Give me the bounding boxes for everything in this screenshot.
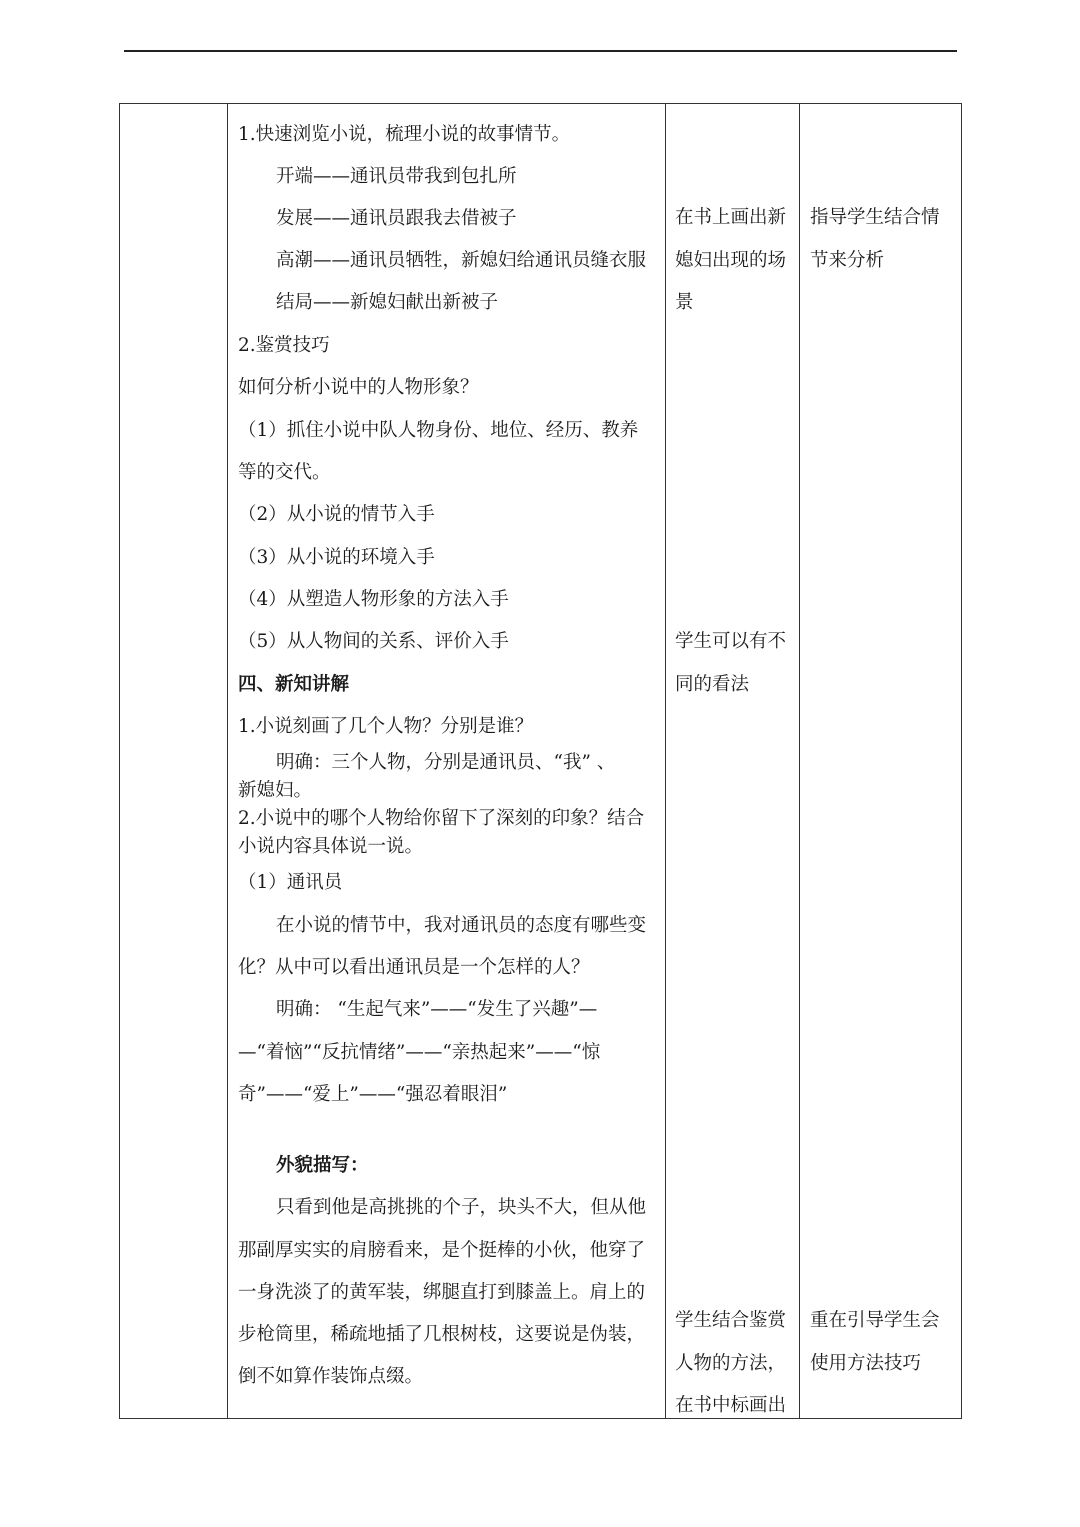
intent-line: 使用方法技巧 [810, 1353, 922, 1374]
content-line: 明确：三个人物，分别是通讯员、“我” 、 [276, 752, 616, 773]
content-line: 结局——新媳妇献出新被子 [276, 292, 499, 313]
intent-line: 指导学生结合情 [810, 207, 940, 228]
content-line: 四、新知讲解 [238, 674, 350, 695]
content-line: 1.小说刻画了几个人物？分别是谁？ [238, 716, 534, 737]
activity-line: 景 [675, 292, 694, 313]
content-line: （3）从小说的环境入手 [238, 547, 435, 568]
content-line: 2.鉴赏技巧 [238, 335, 330, 356]
content-line: 在小说的情节中，我对通讯员的态度有哪些变 [276, 915, 647, 936]
content-line: 奇”——“爱上”——“强忍着眼泪” [238, 1084, 508, 1105]
content-line: （4）从塑造人物形象的方法入手 [238, 589, 509, 610]
content-line: （1）通讯员 [238, 872, 343, 893]
content-line: 那副厚实实的肩膀看来，是个挺棒的小伙，他穿了 [238, 1240, 646, 1261]
lesson-table [119, 103, 962, 1419]
content-line: 化？从中可以看出通讯员是一个怎样的人？ [238, 957, 590, 978]
activity-line: 在书上画出新 [675, 207, 787, 228]
content-line: 2.小说中的哪个人物给你留下了深刻的印象？结合 [238, 808, 645, 829]
content-line: 明确： “生起气来”——“发生了兴趣”— [276, 999, 598, 1020]
content-line: （2）从小说的情节入手 [238, 504, 435, 525]
content-line: （5）从人物间的关系、评价入手 [238, 631, 509, 652]
activity-line: 人物的方法， [675, 1353, 787, 1374]
activity-line: 学生结合鉴赏 [675, 1310, 787, 1331]
column-divider [799, 104, 800, 1418]
column-divider [227, 104, 228, 1418]
content-line: （1）抓住小说中队人物身份、地位、经历、教养 [238, 420, 639, 441]
content-line: 发展——通讯员跟我去借被子 [276, 208, 517, 229]
content-line: 步枪筒里，稀疏地插了几根树枝，这要说是伪装， [238, 1324, 646, 1345]
activity-line: 学生可以有不 [675, 631, 787, 652]
content-line: 1.快速浏览小说，梳理小说的故事情节。 [238, 124, 571, 145]
column-divider [665, 104, 666, 1418]
activity-line: 在书中标画出 [675, 1395, 787, 1416]
activity-line: 同的看法 [675, 674, 750, 695]
content-line: 高潮——通讯员牺牲，新媳妇给通讯员缝衣服 [276, 250, 647, 271]
content-line: 外貌描写： [276, 1155, 369, 1176]
content-line: 等的交代。 [238, 462, 331, 483]
content-line: 只看到他是高挑挑的个子，块头不大，但从他 [276, 1197, 647, 1218]
content-line: 新媳妇。 [238, 780, 313, 801]
intent-line: 重在引导学生会 [810, 1310, 940, 1331]
content-line: 开端——通讯员带我到包扎所 [276, 166, 517, 187]
content-line: 小说内容具体说一说。 [238, 836, 424, 857]
content-line: 倒不如算作装饰点缀。 [238, 1366, 424, 1387]
content-line: 一身洗淡了的黄军装，绑腿直打到膝盖上。肩上的 [238, 1282, 646, 1303]
activity-line: 媳妇出现的场 [675, 250, 787, 271]
content-line: 如何分析小说中的人物形象？ [238, 377, 479, 398]
content-line: —“着恼”“反抗情绪”——“亲热起来”——“惊 [238, 1042, 601, 1063]
header-rule [124, 50, 957, 52]
intent-line: 节来分析 [810, 250, 885, 271]
